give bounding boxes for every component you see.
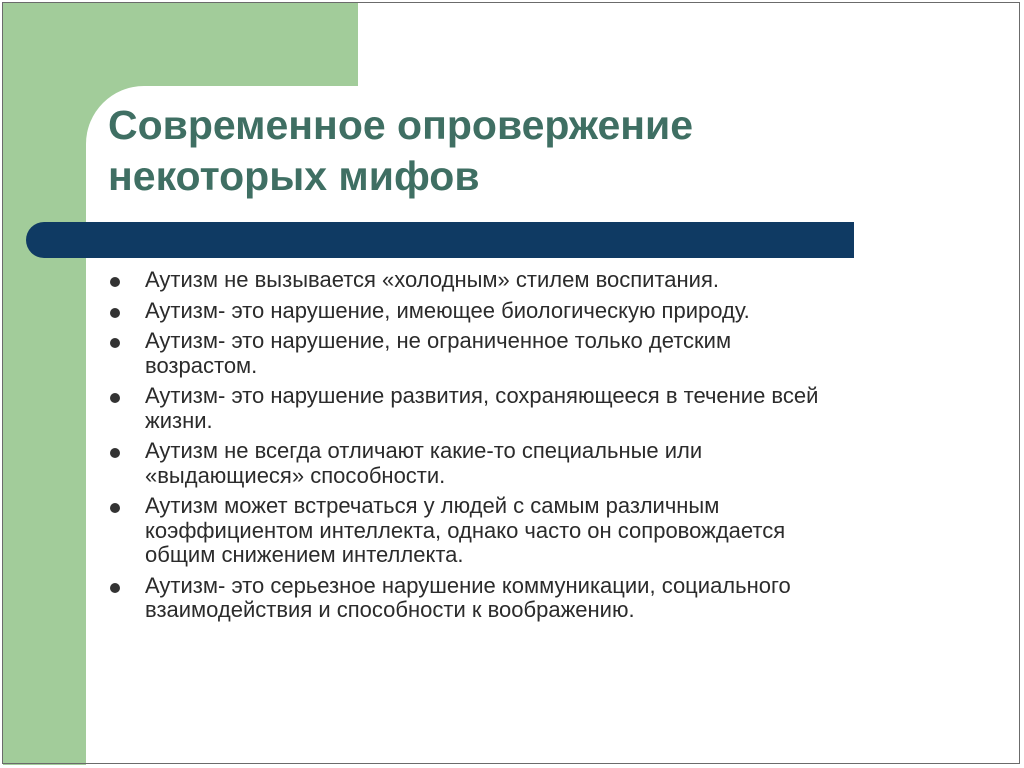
- title-underline-bar: [26, 222, 854, 258]
- bullet-item: [0, 384, 1024, 433]
- bullet-item: [0, 329, 1024, 378]
- bullet-text-line: взаимодействия и способности к воображению.: [145, 597, 635, 622]
- bullet-item: [0, 299, 1024, 324]
- bullet-text-line: общим снижением интеллекта.: [145, 542, 464, 567]
- bullet-text: [145, 384, 1024, 433]
- bullet-item: [0, 494, 1024, 568]
- bullet-text-line: жизни.: [145, 407, 213, 433]
- bullet-text-line: Аутизм- это серьезное нарушение коммуникации, социального: [145, 572, 791, 598]
- bullet-item: [0, 439, 1024, 488]
- bullet-list: [0, 268, 1024, 629]
- slide-title-line: Современное опровержение: [108, 102, 694, 148]
- bullet-text-line: коэффициентом интеллекта, однако часто он сопровождается: [145, 517, 786, 543]
- bullet-text: [145, 329, 1024, 378]
- bullet-dot-icon: [110, 503, 120, 513]
- bullet-text-line: Аутизм- это нарушение, имеющее биологическую природу.: [145, 297, 750, 323]
- bullet-dot-icon: [110, 448, 120, 458]
- bullet-text-line: Аутизм не вызывается «холодным» стилем воспитания.: [145, 267, 719, 292]
- bullet-text-line: «выдающиеся» способности.: [145, 462, 446, 488]
- bullet-dot-icon: [110, 308, 120, 318]
- slide-title: [108, 100, 888, 202]
- bullet-dot-icon: [110, 583, 120, 593]
- bullet-dot-icon: [110, 338, 120, 348]
- bullet-text: [145, 439, 1024, 488]
- bullet-text: [145, 268, 1024, 293]
- bullet-text: [145, 299, 1024, 324]
- slide-title-line: некоторых мифов: [108, 153, 480, 199]
- bullet-text: [145, 494, 1024, 568]
- bullet-item: [0, 574, 1024, 623]
- bullet-item: [0, 268, 1024, 293]
- bullet-dot-icon: [110, 277, 120, 287]
- bullet-text-line: Аутизм- это нарушение развития, сохраняющееся в течение всей: [145, 383, 819, 408]
- bullet-text-line: возрастом.: [145, 352, 258, 378]
- bullet-text-line: Аутизм не всегда отличают какие-то специальные или: [145, 438, 703, 463]
- bullet-text-line: Аутизм- это нарушение, не ограниченное только детским: [145, 328, 732, 353]
- bullet-text: [145, 574, 1024, 623]
- bullet-text-line: Аутизм может встречаться у людей с самым различным: [145, 493, 720, 518]
- bullet-dot-icon: [110, 393, 120, 403]
